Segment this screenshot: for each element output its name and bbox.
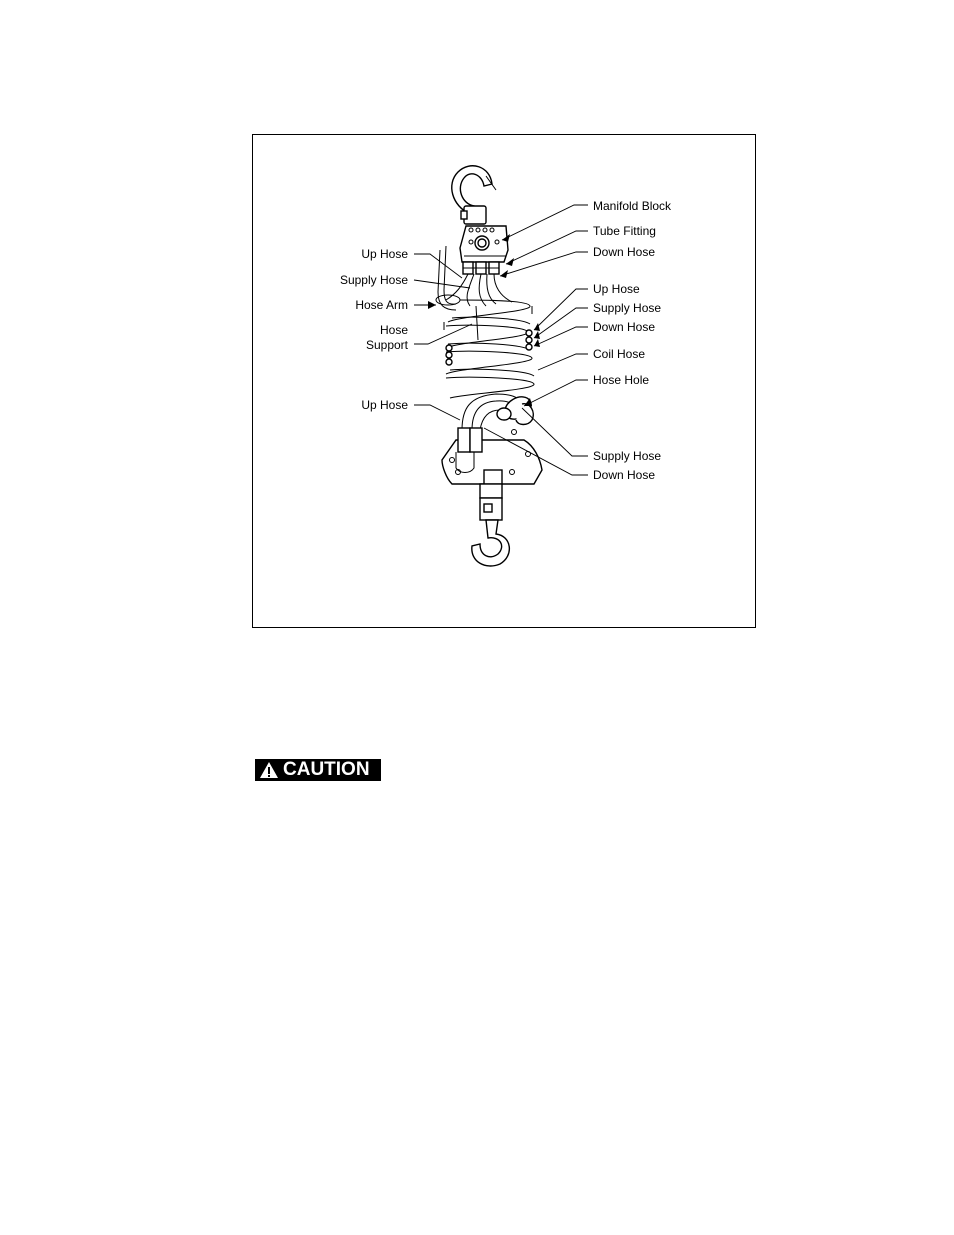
label-hose-support-line1: Hose — [379, 323, 408, 337]
label-manifold-block: Manifold Block — [593, 199, 672, 213]
label-down-hose-top: Down Hose — [593, 245, 656, 259]
label-tube-fitting: Tube Fitting — [593, 224, 656, 238]
warning-triangle-icon — [259, 761, 279, 779]
label-up-hose-bottom: Up Hose — [361, 398, 408, 412]
leader-lines-left — [414, 254, 472, 420]
label-coil-hose: Coil Hose — [593, 347, 646, 361]
top-hook-illustration — [452, 166, 496, 224]
lower-hoses-illustration — [462, 392, 535, 430]
manifold-block-illustration — [460, 226, 508, 274]
caution-label: CAUTION — [283, 759, 370, 780]
label-down-hose-coil: Down Hose — [593, 320, 656, 334]
label-hose-hole: Hose Hole — [593, 373, 650, 387]
label-hose-support-line2: Support — [365, 338, 408, 352]
label-down-hose-bottom: Down Hose — [593, 468, 656, 482]
label-supply-hose-top: Supply Hose — [339, 273, 408, 287]
label-supply-hose-coil: Supply Hose — [593, 301, 662, 315]
bottom-hook-illustration — [472, 484, 510, 566]
label-up-hose-coil: Up Hose — [593, 282, 640, 296]
coil-hose-illustration — [444, 300, 534, 398]
caution-badge — [255, 759, 381, 781]
label-up-hose-top: Up Hose — [361, 247, 408, 261]
label-supply-hose-bottom: Supply Hose — [593, 449, 662, 463]
lower-body-illustration — [442, 428, 542, 484]
label-hose-arm: Hose Arm — [355, 298, 408, 312]
